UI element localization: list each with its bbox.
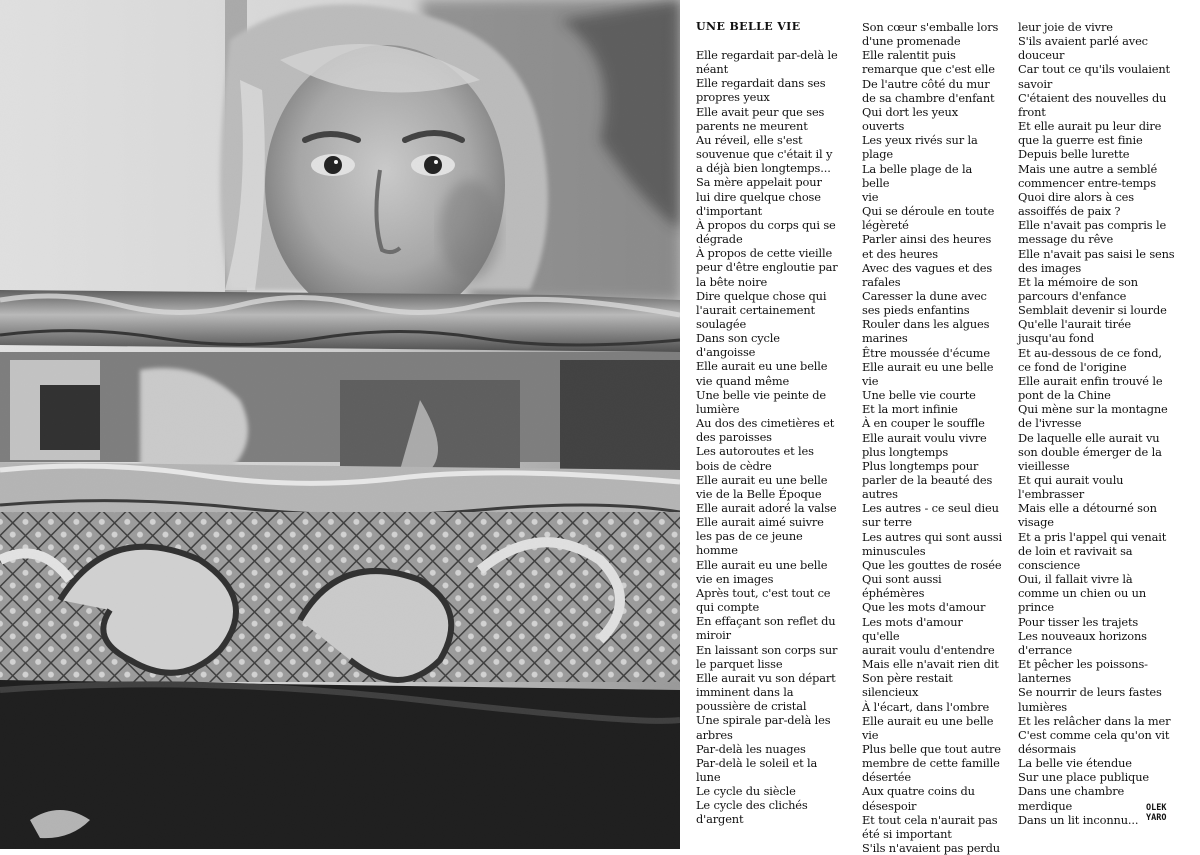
poem-line: Le cycle du siècle xyxy=(696,784,796,799)
poem-line: désormais xyxy=(1018,741,1076,756)
poem-line: Quoi dire alors à ces xyxy=(1018,189,1134,204)
poem-line: leur joie de vivre xyxy=(1018,20,1113,34)
poem-line: arbres xyxy=(696,727,733,742)
poem-line: d'important xyxy=(696,203,763,218)
poem-line: Elle aurait eu une belle xyxy=(696,359,828,374)
poem-line: vie de la Belle Époque xyxy=(696,486,822,501)
poem-line: Elle n'avait pas compris le xyxy=(1018,218,1167,233)
poem-line: de sa chambre d'enfant xyxy=(862,90,995,105)
poem-line: plus longtemps xyxy=(862,444,949,459)
poem-line: Mais elle n'avait rien dit xyxy=(862,657,999,672)
poem-line: vieillesse xyxy=(1018,458,1070,473)
poem-line: À l'écart, dans l'ombre xyxy=(862,699,990,714)
poem-line: Et tout cela n'aurait pas xyxy=(862,812,998,827)
poem-line: Une belle vie peinte de xyxy=(696,387,826,402)
poem-line: Caresser la dune avec xyxy=(862,288,987,303)
poem-column-2 xyxy=(862,20,1002,855)
signature-line: OLEK xyxy=(1146,803,1167,813)
poem-line: le parquet lisse xyxy=(696,656,783,671)
poem-line: parents ne meurent xyxy=(696,118,808,133)
poem-line: marines xyxy=(862,331,908,346)
poem-line: Se nourrir de leurs fastes xyxy=(1018,685,1162,700)
poem-line: S'ils n'avaient pas perdu xyxy=(862,841,1000,855)
poem-line: la bête noire xyxy=(696,274,768,289)
poem-line: jusqu'au fond xyxy=(1018,331,1094,346)
poem-line: imminent dans la xyxy=(696,685,794,700)
poem-line: Les autoroutes et les xyxy=(696,444,814,459)
poem-line: Mais une autre a semblé xyxy=(1018,161,1158,176)
poem-line: Semblait devenir si lourde xyxy=(1018,303,1167,318)
poem-line: plage xyxy=(862,147,894,162)
poem-line: Plus longtemps pour xyxy=(862,458,979,473)
poem-line: Les autres - ce seul dieu xyxy=(862,501,999,516)
poem-line: En effaçant son reflet du xyxy=(696,614,836,629)
poem-line: S'ils avaient parlé avec xyxy=(1018,34,1148,49)
poem-line: La belle vie étendue xyxy=(1018,756,1132,771)
poem-line: Elle aurait adoré la valse xyxy=(696,501,837,515)
poem-line: propres yeux xyxy=(696,90,770,105)
poem-line: À propos de cette vieille xyxy=(696,246,833,261)
poem-line: Et la mort infinie xyxy=(862,402,958,417)
poem-line: d'errance xyxy=(1018,642,1072,657)
poem-line: bois de cèdre xyxy=(696,458,772,473)
poem-line: sur terre xyxy=(862,515,912,530)
poem-line: À en couper le souffle xyxy=(862,416,985,431)
poem-line: d'argent xyxy=(696,812,744,827)
poem-line: souvenue que c'était il y xyxy=(696,147,833,162)
poem-line: parler de la beauté des xyxy=(862,473,993,487)
poem-line: et des heures xyxy=(862,246,938,261)
poem-line: parcours d'enfance xyxy=(1018,288,1127,303)
author-signature xyxy=(1146,803,1166,823)
poem-line: Dans une chambre xyxy=(1018,784,1125,799)
poem-line: De l'autre côté du mur xyxy=(862,76,990,91)
poem-line: Parler ainsi des heures xyxy=(862,232,992,247)
poem-line: Elle aurait eu une belle xyxy=(696,557,828,572)
poem-line: lumière xyxy=(696,401,740,416)
poem-line: douceur xyxy=(1018,48,1065,63)
poem-line: Et qui aurait voulu xyxy=(1018,473,1124,487)
poem-line: Elle aurait eu une belle xyxy=(862,359,994,374)
poem-line: vie quand même xyxy=(696,373,790,388)
poem-line: a déjà bien longtemps... xyxy=(696,161,831,176)
poem-line: front xyxy=(1018,104,1046,119)
poem-line: vie xyxy=(862,373,879,388)
poem-line: À propos du corps qui se xyxy=(696,217,836,232)
poem-line: membre de cette famille xyxy=(862,756,1000,771)
signature-line: YARO xyxy=(1146,813,1167,823)
poem-line: lui dire quelque chose xyxy=(696,189,821,204)
poem-line: Au dos des cimetières et xyxy=(696,416,835,431)
poem-line: assoiffés de paix ? xyxy=(1018,204,1121,219)
poem-line: conscience xyxy=(1018,557,1081,572)
poem-line: homme xyxy=(696,543,738,558)
poem-line: Elle aurait enfin trouvé le xyxy=(1018,373,1163,388)
poem-line: Elle aurait vu son départ xyxy=(696,670,836,685)
poem-line: Dans son cycle xyxy=(696,331,780,346)
poem-line: Son cœur s'emballe lors xyxy=(862,20,999,34)
poem-line: Aux quatre coins du xyxy=(862,784,975,799)
poem-line: Avec des vagues et des xyxy=(862,260,993,275)
poem-line: lune xyxy=(696,769,721,784)
poem-column-3 xyxy=(1018,20,1178,827)
poem-line: Elle regardait dans ses xyxy=(696,76,826,91)
poem-line: d'une promenade xyxy=(862,34,961,49)
poem-line: Et pêcher les poissons- xyxy=(1018,657,1148,672)
poem-line: des images xyxy=(1018,260,1082,275)
poem-line: pont de la Chine xyxy=(1018,388,1111,403)
poem-line: l'embrasser xyxy=(1018,487,1085,502)
poem-line: lanternes xyxy=(1018,671,1072,686)
poem-line: remarque que c'est elle xyxy=(862,62,995,77)
poem-title: UNE BELLE VIE xyxy=(696,20,801,33)
poem-line: Pour tisser les trajets xyxy=(1018,614,1139,629)
poem-line: Par-delà les nuages xyxy=(696,741,806,756)
poem-line: Dans un lit inconnu... xyxy=(1018,812,1139,827)
poem-line: les pas de ce jeune xyxy=(696,529,803,544)
poem-line: Une belle vie courte xyxy=(862,388,976,403)
poem-line: qui compte xyxy=(696,600,760,615)
poem-line: comme un chien ou un xyxy=(1018,586,1147,601)
poem-line: éphémères xyxy=(862,586,925,601)
poem-line: Que les mots d'amour xyxy=(862,600,986,615)
poem-line: son double émerger de la xyxy=(1018,444,1162,459)
poem-line: rafales xyxy=(862,274,901,289)
poem-line: C'est comme cela qu'on vit xyxy=(1018,727,1170,742)
poem-line: Elle aurait voulu vivre xyxy=(862,430,987,445)
poem-line: Qu'elle l'aurait tirée xyxy=(1018,317,1132,332)
poem-line: ouverts xyxy=(862,119,905,134)
poem-line: Les autres qui sont aussi xyxy=(862,529,1002,544)
poem-line: Elle aurait aimé suivre xyxy=(696,515,824,530)
poem-line: de l'ivresse xyxy=(1018,416,1082,431)
poem-column-1 xyxy=(696,48,846,827)
poem-line: désertée xyxy=(862,770,911,785)
poem-line: Elle n'avait pas saisi le sens xyxy=(1018,246,1175,261)
poem-line: ce fond de l'origine xyxy=(1018,359,1127,374)
poem-line: Mais elle a détourné son xyxy=(1018,501,1157,516)
poem-line: Les mots d'amour qu'elle xyxy=(862,614,963,643)
poem-line: C'étaient des nouvelles du xyxy=(1018,90,1167,105)
poem-line: légèreté xyxy=(862,218,909,233)
poem-line: poussière de cristal xyxy=(696,699,807,714)
poem-line: été si important xyxy=(862,826,952,841)
poem-line: Être moussée d'écume xyxy=(862,345,990,360)
poem-line: Et a pris l'appel qui venait xyxy=(1018,529,1167,544)
poem-line: visage xyxy=(1018,515,1054,530)
poem-line: autres xyxy=(862,487,898,502)
poem-line: Et elle aurait pu leur dire xyxy=(1018,119,1162,134)
poem-line: aurait voulu d'entendre xyxy=(862,642,995,657)
poem-line: prince xyxy=(1018,600,1054,615)
poem-line: que la guerre est finie xyxy=(1018,133,1143,148)
poem-line: Le cycle des clichés xyxy=(696,798,808,813)
poem-line: Son père restait xyxy=(862,671,953,686)
poem-line: Dire quelque chose qui xyxy=(696,288,827,303)
poem-line: Depuis belle lurette xyxy=(1018,147,1130,162)
poem-line: vie en images xyxy=(696,571,774,586)
poem-line: commencer entre-temps xyxy=(1018,175,1156,190)
poem-line: silencieux xyxy=(862,685,919,700)
poem-line: Les nouveaux horizons xyxy=(1018,628,1147,643)
poem-line: Par-delà le soleil et la xyxy=(696,755,818,770)
poem-line: Elle avait peur que ses xyxy=(696,104,825,119)
poem-line: Car tout ce qu'ils voulaient xyxy=(1018,62,1170,77)
poem-line: Oui, il fallait vivre là xyxy=(1018,572,1133,587)
poem-line: peur d'être engloutie par xyxy=(696,260,838,275)
poem-line: Une spirale par-delà les xyxy=(696,713,831,728)
poem-line: Qui dort les yeux xyxy=(862,104,958,119)
poem-line: Et les relâcher dans la mer xyxy=(1018,713,1171,728)
poem-line: vie xyxy=(862,727,879,742)
poem-line: Elle aurait eu une belle xyxy=(862,713,994,728)
poem-line: de loin et ravivait sa xyxy=(1018,543,1133,558)
poem-line: La belle plage de la belle xyxy=(862,161,973,190)
poem-line: Après tout, c'est tout ce xyxy=(696,585,831,600)
poem-line: Au réveil, elle s'est xyxy=(696,132,803,147)
poem-line: Les yeux rivés sur la xyxy=(862,133,978,148)
poem-line: Plus belle que tout autre xyxy=(862,741,1001,756)
poem-line: soulagée xyxy=(696,316,747,331)
poem-line: Rouler dans les algues xyxy=(862,317,990,332)
poem-line: minuscules xyxy=(862,543,926,558)
poem-line: Qui sont aussi xyxy=(862,572,942,587)
poem-line: dégrade xyxy=(696,232,743,247)
poem-line: désespoir xyxy=(862,798,917,813)
poem-line: d'angoisse xyxy=(696,345,756,360)
poem-line: savoir xyxy=(1018,76,1053,91)
poem-line: des paroisses xyxy=(696,430,772,445)
poem-line: Elle regardait par-delà le xyxy=(696,48,838,62)
poem-line: néant xyxy=(696,62,729,77)
poem-line: Que les gouttes de rosée xyxy=(862,557,1002,572)
poem-line: l'aurait certainement xyxy=(696,302,815,317)
poem-line: En laissant son corps sur xyxy=(696,642,838,657)
poem-line: lumières xyxy=(1018,699,1067,714)
poem-line: De laquelle elle aurait vu xyxy=(1018,430,1160,445)
poem-line: Sa mère appelait pour xyxy=(696,175,822,190)
poem-line: Et la mémoire de son xyxy=(1018,274,1138,289)
poem-line: Et au-dessous de ce fond, xyxy=(1018,345,1162,360)
poem-line: ses pieds enfantins xyxy=(862,303,970,318)
poem-line: Qui se déroule en toute xyxy=(862,204,995,219)
poem-line: message du rêve xyxy=(1018,232,1114,247)
poem-line: vie xyxy=(862,189,879,204)
poem-line: merdique xyxy=(1018,798,1073,813)
poem-line: Elle aurait eu une belle xyxy=(696,472,828,487)
poem-page xyxy=(680,0,1200,855)
poem-line: Sur une place publique xyxy=(1018,770,1149,785)
poem-line: miroir xyxy=(696,628,731,643)
poem-line: Elle ralentit puis xyxy=(862,48,956,63)
poem-line: Qui mène sur la montagne xyxy=(1018,402,1168,417)
